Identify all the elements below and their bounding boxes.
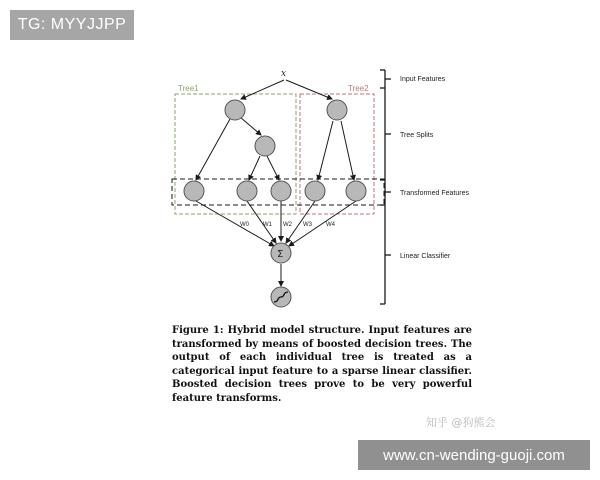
leaf-node-3 xyxy=(271,181,291,201)
tg-badge: TG: MYYJJPP xyxy=(10,10,134,40)
edge-x-tree1 xyxy=(241,80,284,99)
edge-t1-root-right xyxy=(240,117,261,135)
leaf-node-5 xyxy=(346,181,366,201)
stage-label-input-features: Input Features xyxy=(400,76,446,83)
edge-t1-mid-left xyxy=(249,156,260,180)
sum-symbol: Σ xyxy=(277,249,284,260)
stage-label-linear-classifier: Linear Classifier xyxy=(400,253,451,260)
leaf-node-2 xyxy=(237,181,257,201)
stage-label-tree-splits: Tree Splits xyxy=(400,132,434,139)
url-badge: www.cn-wending-guoji.com xyxy=(358,440,590,470)
figure-caption: Figure 1: Hybrid model structure. Input features are transformed by means of boosted decision trees. The output of each individual tree is treated as a categorical input feature to a sparse linear classifier. Boosted decision trees prove to be very powerful feature transforms. xyxy=(172,325,472,404)
edge-t2-root-right xyxy=(341,121,354,180)
tree1-split-node xyxy=(255,136,275,156)
weight-label-1: W1 xyxy=(263,222,272,228)
edge-t1-mid-right xyxy=(267,156,279,180)
edge-x-tree2 xyxy=(286,80,332,99)
weight-label-3: W3 xyxy=(303,222,312,228)
tree2-label: Tree2 xyxy=(348,84,369,93)
zhihu-watermark: 知乎 @狗熊会 xyxy=(426,416,496,429)
edge-t1-root-left xyxy=(196,119,230,180)
weight-label-4: W4 xyxy=(326,222,335,228)
edge-t2-root-left xyxy=(318,121,333,180)
weight-label-2: W2 xyxy=(283,222,292,228)
tree1-root-node xyxy=(225,100,245,120)
leaf-node-4 xyxy=(305,181,325,201)
stage-label-transformed-features: Transformed Features xyxy=(400,190,469,197)
weight-label-0: W0 xyxy=(240,222,249,228)
input-symbol: x xyxy=(281,69,287,79)
leaf-node-1 xyxy=(184,181,204,201)
tree1-label: Tree1 xyxy=(178,84,199,93)
tree2-root-node xyxy=(327,100,347,120)
